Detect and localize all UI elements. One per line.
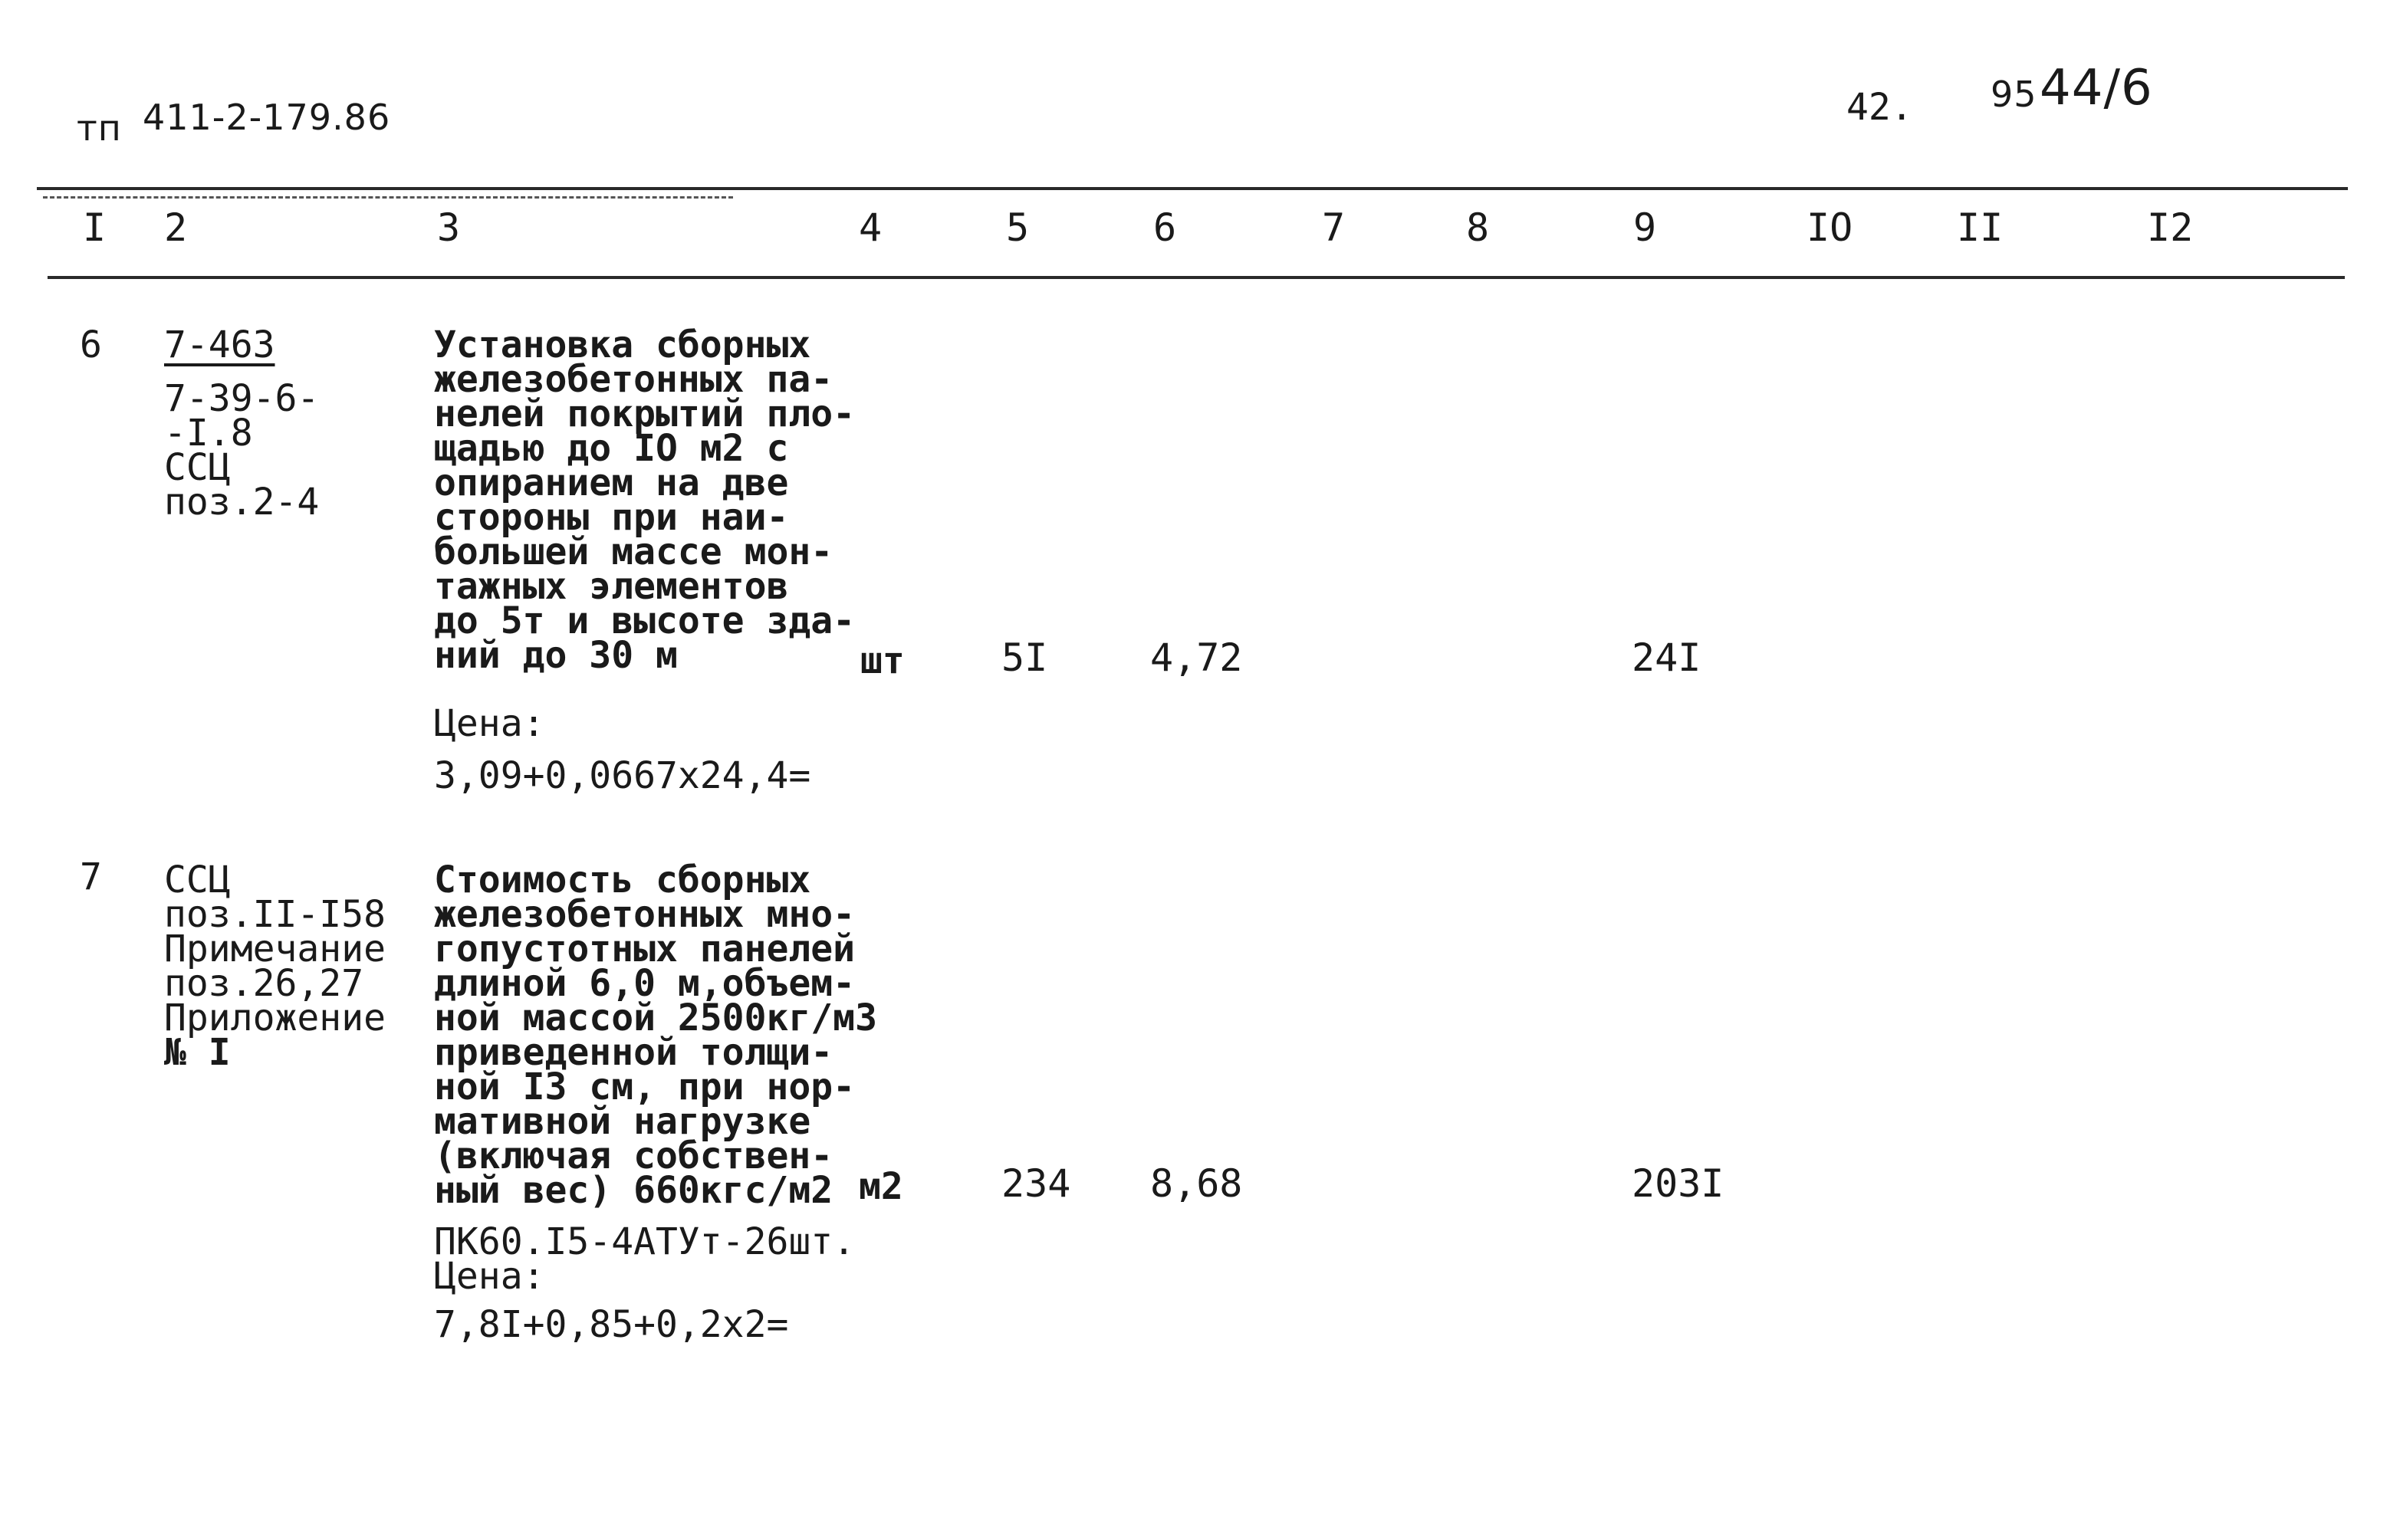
row-ref-line: -I.8 <box>164 412 253 455</box>
row-description-line: щадью до IO м2 с <box>434 427 789 470</box>
row-description-line: длиной 6,0 м,объем- <box>434 962 856 1005</box>
price-label: Цена: <box>434 702 545 745</box>
price-formula: 7,8I+0,85+0,2x2= <box>434 1303 789 1346</box>
column-header-4: 4 <box>859 205 883 250</box>
row-description-line: мативной нагрузке <box>434 1100 811 1143</box>
row-description-line: ной I3 см, при нор- <box>434 1066 856 1108</box>
row-ref-line: поз.2-4 <box>164 481 320 524</box>
doc-code-prefix: тп <box>77 107 122 149</box>
column-header-7: 7 <box>1322 205 1346 250</box>
row-description-line: ной массой 2500кг/м3 <box>434 997 877 1039</box>
row-ref-line: Приложение <box>164 997 386 1039</box>
row-ref-line: ССЦ <box>164 859 231 901</box>
row-ref-line: поз.II-I58 <box>164 893 386 936</box>
column-header-9: 9 <box>1633 205 1657 250</box>
row-description-line: стороны при наи- <box>434 496 789 539</box>
row-description-line: железобетонных па- <box>434 358 833 401</box>
row-description-line: ний до 30 м <box>434 634 678 677</box>
row-unit-price: 4,72 <box>1150 635 1243 680</box>
product-mark: ПК60.I5-4АТУт-26шт. <box>434 1220 856 1263</box>
archive-number: 44/6 <box>2040 60 2153 117</box>
row-unit: шт <box>860 639 905 682</box>
row-quantity: 5I <box>1001 635 1048 680</box>
row-description-line: нелей покрытий пло- <box>434 392 856 435</box>
row-description-line: до 5т и высоте зда- <box>434 599 856 642</box>
row-ref-line: 7-39-6- <box>164 377 320 420</box>
price-label: Цена: <box>434 1255 545 1298</box>
row-description-line: опиранием на две <box>434 461 789 504</box>
column-header-12: I2 <box>2147 205 2194 250</box>
column-header-8: 8 <box>1466 205 1490 250</box>
row-description-line: Установка сборных <box>434 323 811 366</box>
column-header-10: IO <box>1807 205 1853 250</box>
row-description-line: железобетонных мно- <box>434 893 856 936</box>
price-formula: 3,09+0,0667x24,4= <box>434 754 811 797</box>
column-header-3: 3 <box>437 205 461 250</box>
column-header-11: II <box>1957 205 2004 250</box>
row-description-line: гопустотных панелей <box>434 928 856 970</box>
row-description-line: (включая собствен- <box>434 1134 833 1177</box>
row-unit: м2 <box>859 1165 903 1208</box>
header-bottom-rule <box>48 276 2345 279</box>
column-header-1: I <box>83 205 107 250</box>
row-ref-line: Примечание <box>164 928 386 970</box>
table-top-rule-shadow <box>43 196 733 199</box>
row-total: 24I <box>1632 635 1701 680</box>
page-number: 42. <box>1846 86 1913 129</box>
doc-code: 411-2-179.86 <box>143 97 391 138</box>
row-ref-line: поз.26,27 <box>164 962 364 1005</box>
row-quantity: 234 <box>1001 1161 1071 1206</box>
row-description-line: тажных элементов <box>434 565 789 608</box>
row-number: 6 <box>80 323 102 366</box>
row-total: 203I <box>1632 1161 1724 1206</box>
table-top-rule <box>37 187 2348 190</box>
column-header-5: 5 <box>1006 205 1030 250</box>
row-description-line: ный вес) 660кгс/м2 <box>434 1169 833 1212</box>
row-ref-code: 7-463 <box>164 323 275 366</box>
row-description-line: большей массе мон- <box>434 530 833 573</box>
column-header-2: 2 <box>164 205 188 250</box>
row-ref-line: ССЦ <box>164 446 231 489</box>
row-ref-line: № I <box>164 1031 231 1074</box>
row-number: 7 <box>80 855 102 898</box>
row-unit-price: 8,68 <box>1150 1161 1243 1206</box>
row-description-line: Стоимость сборных <box>434 859 811 901</box>
row-description-line: приведенной толщи- <box>434 1031 833 1074</box>
archive-number-prefix: 95 <box>1991 74 2037 115</box>
column-header-6: 6 <box>1153 205 1177 250</box>
